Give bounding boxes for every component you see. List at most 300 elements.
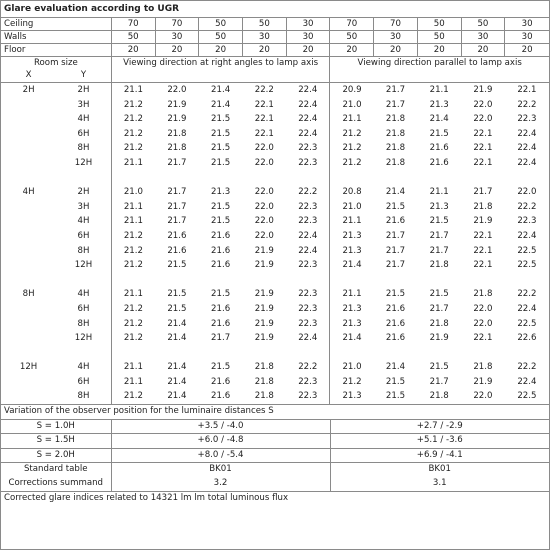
ugr-value: 21.8 xyxy=(385,157,406,168)
ugr-value: 21.9 xyxy=(254,318,274,329)
ugr-value: 21.6 xyxy=(211,245,231,256)
ugr-value: 22.0 xyxy=(254,216,274,227)
reflectance-value: 50 xyxy=(242,18,286,31)
ugr-value: 21.6 xyxy=(385,303,406,314)
table-row xyxy=(1,214,549,229)
ugr-value: 21.9 xyxy=(167,99,187,110)
ugr-value: 22.4 xyxy=(286,98,330,113)
reflectance-value: 50 xyxy=(111,31,155,44)
ugr-value: 21.9 xyxy=(473,216,493,227)
ugr-value: 21.9 xyxy=(254,333,274,344)
room-x xyxy=(1,258,56,273)
ugr-value: 22.3 xyxy=(286,141,330,156)
ugr-value: 21.5 xyxy=(429,216,449,227)
ugr-value: 21.5 xyxy=(385,391,406,402)
standard-table-row-right: BK01 xyxy=(111,463,330,477)
ugr-value: 22.2 xyxy=(517,201,537,212)
ugr-value: 22.2 xyxy=(254,85,274,95)
room-y: 12H xyxy=(56,258,111,273)
ugr-value: 22.4 xyxy=(517,303,537,314)
ugr-value: 22.1 xyxy=(473,260,493,271)
ugr-value: 22.3 xyxy=(286,200,330,215)
room-x xyxy=(1,141,56,156)
ugr-value: 21.8 xyxy=(385,114,406,125)
ugr-value: 21.5 xyxy=(211,201,231,212)
ugr-value: 21.8 xyxy=(254,362,274,373)
ugr-value: 22.2 xyxy=(517,362,537,373)
ugr-value: 21.5 xyxy=(429,362,449,373)
room-x xyxy=(1,112,56,127)
ugr-value: 21.5 xyxy=(211,114,231,125)
ugr-value: 21.5 xyxy=(211,157,231,168)
reflectance-value: 30 xyxy=(505,18,549,31)
ugr-value: 21.0 xyxy=(342,201,362,212)
ugr-value: 21.8 xyxy=(473,362,493,373)
ugr-value: 21.6 xyxy=(211,376,231,387)
reflectance-value: 30 xyxy=(242,31,286,44)
direction-parallel-heading: Viewing direction parallel to lamp axis xyxy=(330,57,549,83)
reflectance-row xyxy=(1,18,549,31)
ugr-value: 21.8 xyxy=(429,260,449,271)
room-y: 4H xyxy=(56,112,111,127)
ugr-value: 22.1 xyxy=(473,230,493,241)
reflectance-value: 30 xyxy=(155,31,199,44)
room-x xyxy=(1,375,56,390)
ugr-value: 21.7 xyxy=(385,245,406,256)
ugr-data-table xyxy=(1,57,549,404)
ugr-value: 21.4 xyxy=(342,333,362,344)
footnote: Corrected glare indices related to 14321 lm lm total luminous flux xyxy=(1,491,549,504)
ugr-value: 22.4 xyxy=(286,127,330,142)
table-row xyxy=(1,360,549,375)
ugr-value: 21.4 xyxy=(385,362,406,373)
reflectance-value: 30 xyxy=(461,31,505,44)
table-row xyxy=(1,200,549,215)
ugr-value: 21.7 xyxy=(167,216,187,227)
ugr-value: 21.8 xyxy=(254,391,274,402)
ugr-value: 21.8 xyxy=(385,128,406,139)
ugr-value: 22.0 xyxy=(473,99,493,110)
ugr-value: 22.5 xyxy=(517,245,537,256)
ugr-value: 21.3 xyxy=(211,187,231,198)
room-y: 3H xyxy=(56,200,111,215)
table-row xyxy=(1,375,549,390)
room-y: 2H xyxy=(56,83,111,98)
ugr-value: 21.2 xyxy=(123,391,143,402)
ugr-value: 22.1 xyxy=(254,128,274,139)
room-x xyxy=(1,156,56,171)
ugr-value: 21.8 xyxy=(254,376,274,387)
ugr-value: 21.2 xyxy=(123,245,143,256)
room-x: 4H xyxy=(22,187,35,198)
ugr-value: 21.6 xyxy=(385,318,406,329)
ugr-value: 22.4 xyxy=(286,229,330,244)
ugr-value: 21.5 xyxy=(167,289,187,300)
variation-row-right: +6.0 / -4.8 xyxy=(111,434,330,449)
ugr-value: 21.8 xyxy=(385,143,406,154)
room-y: 8H xyxy=(56,141,111,156)
ugr-value: 21.7 xyxy=(167,187,187,198)
ugr-value: 21.5 xyxy=(167,260,187,271)
ugr-value: 21.4 xyxy=(167,376,187,387)
room-x xyxy=(1,229,56,244)
reflectance-value: 20 xyxy=(505,44,549,57)
ugr-value: 21.3 xyxy=(342,230,362,241)
ugr-value: 21.1 xyxy=(123,157,143,168)
ugr-value: 21.6 xyxy=(429,143,449,154)
ugr-value: 21.1 xyxy=(342,216,362,227)
ugr-value: 21.5 xyxy=(211,216,231,227)
ugr-value: 22.4 xyxy=(286,83,330,98)
table-row xyxy=(1,244,549,259)
room-x xyxy=(1,214,56,229)
room-x xyxy=(1,127,56,142)
ugr-value: 22.2 xyxy=(517,289,537,300)
table-row xyxy=(1,389,549,404)
ugr-value: 22.4 xyxy=(286,112,330,127)
room-y: 8H xyxy=(56,244,111,259)
group-spacer xyxy=(1,171,549,186)
standard-table-row xyxy=(1,463,549,477)
reflectance-value: 70 xyxy=(330,18,374,31)
ugr-value: 21.5 xyxy=(385,376,406,387)
ugr-value: 22.0 xyxy=(254,187,274,198)
ugr-value: 21.4 xyxy=(167,362,187,373)
ugr-value: 21.6 xyxy=(385,333,406,344)
ugr-value: 22.0 xyxy=(473,303,493,314)
room-x: 12H xyxy=(19,362,38,373)
reflectance-label: Ceiling xyxy=(1,18,111,31)
room-y: 3H xyxy=(56,98,111,113)
ugr-value: 21.4 xyxy=(167,391,187,402)
room-x xyxy=(1,317,56,332)
reflectance-value: 70 xyxy=(155,18,199,31)
ugr-value: 22.4 xyxy=(286,331,330,346)
ugr-value: 22.3 xyxy=(286,287,330,302)
ugr-value: 21.6 xyxy=(167,230,187,241)
ugr-value: 22.4 xyxy=(286,244,330,259)
ugr-value: 21.4 xyxy=(167,333,187,344)
room-y: 6H xyxy=(56,127,111,142)
room-y: 4H xyxy=(56,287,111,302)
ugr-value: 21.7 xyxy=(385,85,406,95)
ugr-value: 21.9 xyxy=(254,303,274,314)
table-row xyxy=(1,141,549,156)
ugr-value: 22.1 xyxy=(254,114,274,125)
ugr-value: 21.6 xyxy=(211,391,231,402)
reflectance-value: 70 xyxy=(374,18,418,31)
ugr-value: 21.1 xyxy=(123,85,143,95)
corrections-row-parallel: 3.1 xyxy=(432,478,447,489)
corrections-row-label: Corrections summand xyxy=(1,477,111,491)
ugr-value: 21.9 xyxy=(473,376,493,387)
ugr-value: 21.5 xyxy=(211,143,231,154)
ugr-value: 22.3 xyxy=(286,258,330,273)
ugr-value: 21.1 xyxy=(123,362,143,373)
reflectance-row xyxy=(1,44,549,57)
table-row xyxy=(1,156,549,171)
ugr-value: 22.3 xyxy=(286,156,330,171)
ugr-value: 21.5 xyxy=(385,201,406,212)
ugr-value: 22.1 xyxy=(473,143,493,154)
ugr-value: 21.6 xyxy=(167,245,187,256)
ugr-value: 21.6 xyxy=(429,157,449,168)
ugr-value: 21.3 xyxy=(429,99,449,110)
ugr-value: 21.1 xyxy=(123,201,143,212)
ugr-value: 21.8 xyxy=(473,201,493,212)
reflectance-value: 20 xyxy=(111,44,155,57)
ugr-value: 22.1 xyxy=(473,157,493,168)
ugr-value: 22.1 xyxy=(473,245,493,256)
ugr-value: 21.2 xyxy=(342,376,362,387)
ugr-value: 21.7 xyxy=(385,230,406,241)
ugr-value: 21.6 xyxy=(211,230,231,241)
ugr-value: 21.7 xyxy=(429,376,449,387)
reflectance-header xyxy=(1,18,549,57)
ugr-value: 21.2 xyxy=(123,128,143,139)
ugr-value: 21.9 xyxy=(167,114,187,125)
variation-row xyxy=(1,448,549,463)
ugr-value: 21.0 xyxy=(342,99,362,110)
room-y: 12H xyxy=(56,156,111,171)
direction-right-angles-heading: Viewing direction at right angles to lamp axis xyxy=(111,57,330,83)
ugr-value: 21.2 xyxy=(342,143,362,154)
room-x xyxy=(1,98,56,113)
room-size-label: Room size xyxy=(1,57,111,69)
room-y: 4H xyxy=(56,214,111,229)
ugr-value: 22.3 xyxy=(286,375,330,390)
room-y: 8H xyxy=(56,389,111,404)
ugr-value: 22.0 xyxy=(473,114,493,125)
x-label: X xyxy=(1,69,56,83)
ugr-value: 21.2 xyxy=(123,303,143,314)
ugr-value: 21.2 xyxy=(123,99,143,110)
ugr-value: 21.8 xyxy=(429,318,449,329)
table-row xyxy=(1,317,549,332)
ugr-value: 22.0 xyxy=(254,143,274,154)
ugr-value: 22.0 xyxy=(167,85,187,95)
reflectance-value: 20 xyxy=(242,44,286,57)
reflectance-row xyxy=(1,31,549,44)
corrections-row xyxy=(1,477,549,491)
ugr-value: 21.6 xyxy=(211,318,231,329)
ugr-value: 20.9 xyxy=(342,85,362,95)
ugr-value: 21.4 xyxy=(429,114,449,125)
ugr-value: 21.2 xyxy=(123,143,143,154)
standard-table-row-label: Standard table xyxy=(1,463,111,477)
ugr-value: 21.4 xyxy=(167,318,187,329)
reflectance-label: Walls xyxy=(1,31,111,44)
variation-row-parallel: +6.9 / -4.1 xyxy=(330,448,549,463)
ugr-value: 22.0 xyxy=(254,230,274,241)
room-x xyxy=(1,302,56,317)
ugr-value: 21.1 xyxy=(429,187,449,198)
ugr-value: 22.0 xyxy=(517,187,537,198)
reflectance-value: 20 xyxy=(155,44,199,57)
variation-row-label: S = 1.5H xyxy=(1,434,111,449)
ugr-value: 22.3 xyxy=(286,389,330,404)
ugr-value: 21.4 xyxy=(342,260,362,271)
ugr-value: 21.4 xyxy=(211,85,231,95)
table-row xyxy=(1,83,549,98)
ugr-value: 22.0 xyxy=(473,391,493,402)
variation-row-parallel: +5.1 / -3.6 xyxy=(330,434,549,449)
variation-row-parallel: +2.7 / -2.9 xyxy=(330,419,549,434)
table-row xyxy=(1,331,549,346)
ugr-value: 22.6 xyxy=(517,333,537,344)
ugr-value: 22.4 xyxy=(517,143,537,154)
table-row xyxy=(1,127,549,142)
ugr-value: 21.7 xyxy=(429,303,449,314)
table-row xyxy=(1,112,549,127)
table-row xyxy=(1,229,549,244)
reflectance-value: 50 xyxy=(330,31,374,44)
ugr-value: 21.5 xyxy=(211,362,231,373)
ugr-value: 21.6 xyxy=(211,303,231,314)
ugr-value: 22.5 xyxy=(517,260,537,271)
ugr-value: 21.2 xyxy=(342,128,362,139)
ugr-value: 21.8 xyxy=(167,128,187,139)
ugr-value: 21.1 xyxy=(123,289,143,300)
room-y: 8H xyxy=(56,317,111,332)
ugr-value: 22.3 xyxy=(286,302,330,317)
ugr-value: 21.9 xyxy=(473,85,493,95)
reflectance-value: 30 xyxy=(505,31,549,44)
ugr-value: 22.4 xyxy=(517,128,537,139)
reflectance-value: 20 xyxy=(374,44,418,57)
reflectance-value: 50 xyxy=(461,18,505,31)
ugr-value: 22.2 xyxy=(286,185,330,200)
ugr-value: 20.8 xyxy=(342,187,362,198)
ugr-value: 22.4 xyxy=(517,376,537,387)
ugr-value: 22.3 xyxy=(286,214,330,229)
ugr-value: 21.9 xyxy=(254,289,274,300)
group-spacer xyxy=(1,273,549,288)
ugr-value: 22.3 xyxy=(286,317,330,332)
ugr-value: 21.5 xyxy=(211,128,231,139)
ugr-value: 22.1 xyxy=(473,128,493,139)
ugr-value: 21.7 xyxy=(167,201,187,212)
ugr-value: 21.5 xyxy=(385,289,406,300)
ugr-value: 21.1 xyxy=(342,114,362,125)
reflectance-value: 20 xyxy=(330,44,374,57)
variation-row-label: S = 2.0H xyxy=(1,448,111,463)
ugr-value: 21.9 xyxy=(254,260,274,271)
ugr-value: 21.5 xyxy=(211,289,231,300)
ugr-value: 21.5 xyxy=(167,303,187,314)
ugr-value: 22.4 xyxy=(517,157,537,168)
ugr-value: 21.2 xyxy=(123,260,143,271)
ugr-value: 21.7 xyxy=(385,260,406,271)
ugr-value: 21.2 xyxy=(342,157,362,168)
ugr-value: 21.8 xyxy=(429,391,449,402)
reflectance-value: 20 xyxy=(461,44,505,57)
ugr-value: 21.8 xyxy=(473,289,493,300)
ugr-value: 22.1 xyxy=(254,99,274,110)
y-label: Y xyxy=(56,69,111,83)
ugr-value: 22.2 xyxy=(517,99,537,110)
ugr-value: 21.2 xyxy=(123,318,143,329)
ugr-value: 22.1 xyxy=(517,85,537,95)
variation-title: Variation of the observer position for the luminaire distances S xyxy=(1,405,549,420)
variation-row xyxy=(1,434,549,449)
standard-table-row-parallel: BK01 xyxy=(330,463,549,477)
reflectance-value: 20 xyxy=(286,44,330,57)
variation-row-right: +3.5 / -4.0 xyxy=(111,419,330,434)
variation-row-label: S = 1.0H xyxy=(1,419,111,434)
ugr-value: 21.1 xyxy=(123,376,143,387)
ugr-value: 22.5 xyxy=(517,318,537,329)
ugr-value: 21.7 xyxy=(385,99,406,110)
ugr-value: 21.3 xyxy=(429,201,449,212)
reflectance-value: 50 xyxy=(417,31,461,44)
reflectance-label: Floor xyxy=(1,44,111,57)
ugr-value: 22.1 xyxy=(473,333,493,344)
table-row xyxy=(1,302,549,317)
variation-row xyxy=(1,419,549,434)
ugr-value: 21.5 xyxy=(429,289,449,300)
room-x: 2H xyxy=(22,85,35,95)
ugr-value: 21.2 xyxy=(123,333,143,344)
ugr-value: 21.5 xyxy=(429,128,449,139)
ugr-value: 22.0 xyxy=(473,318,493,329)
table-row xyxy=(1,185,549,200)
ugr-value: 21.7 xyxy=(429,245,449,256)
ugr-value: 21.8 xyxy=(167,143,187,154)
ugr-value: 21.9 xyxy=(254,245,274,256)
ugr-value: 22.4 xyxy=(517,230,537,241)
room-y: 12H xyxy=(56,331,111,346)
table-row xyxy=(1,258,549,273)
reflectance-value: 20 xyxy=(199,44,243,57)
table-row xyxy=(1,287,549,302)
ugr-value: 21.1 xyxy=(429,85,449,95)
ugr-value: 22.0 xyxy=(254,157,274,168)
reflectance-value: 30 xyxy=(286,31,330,44)
ugr-value: 21.4 xyxy=(385,187,406,198)
reflectance-value: 70 xyxy=(111,18,155,31)
room-x xyxy=(1,331,56,346)
ugr-value: 22.5 xyxy=(517,391,537,402)
ugr-value: 21.2 xyxy=(123,114,143,125)
reflectance-value: 50 xyxy=(417,18,461,31)
ugr-value: 21.7 xyxy=(211,333,231,344)
ugr-value: 22.2 xyxy=(286,360,330,375)
ugr-value: 21.0 xyxy=(123,187,143,198)
ugr-value: 21.1 xyxy=(342,289,362,300)
ugr-value: 21.7 xyxy=(473,187,493,198)
reflectance-value: 30 xyxy=(286,18,330,31)
room-y: 6H xyxy=(56,229,111,244)
room-y: 6H xyxy=(56,302,111,317)
room-x xyxy=(1,389,56,404)
room-y: 2H xyxy=(56,185,111,200)
ugr-value: 21.3 xyxy=(342,303,362,314)
table-row xyxy=(1,98,549,113)
group-spacer xyxy=(1,346,549,361)
ugr-value: 21.2 xyxy=(123,230,143,241)
ugr-value: 21.7 xyxy=(167,157,187,168)
ugr-value: 21.9 xyxy=(429,333,449,344)
reflectance-value: 20 xyxy=(417,44,461,57)
ugr-value: 22.3 xyxy=(517,216,537,227)
ugr-value: 21.7 xyxy=(429,230,449,241)
ugr-value: 21.1 xyxy=(123,216,143,227)
room-x: 8H xyxy=(22,289,35,300)
ugr-value: 22.0 xyxy=(254,201,274,212)
page-title: Glare evaluation according to UGR xyxy=(1,1,549,18)
reflectance-value: 30 xyxy=(374,31,418,44)
